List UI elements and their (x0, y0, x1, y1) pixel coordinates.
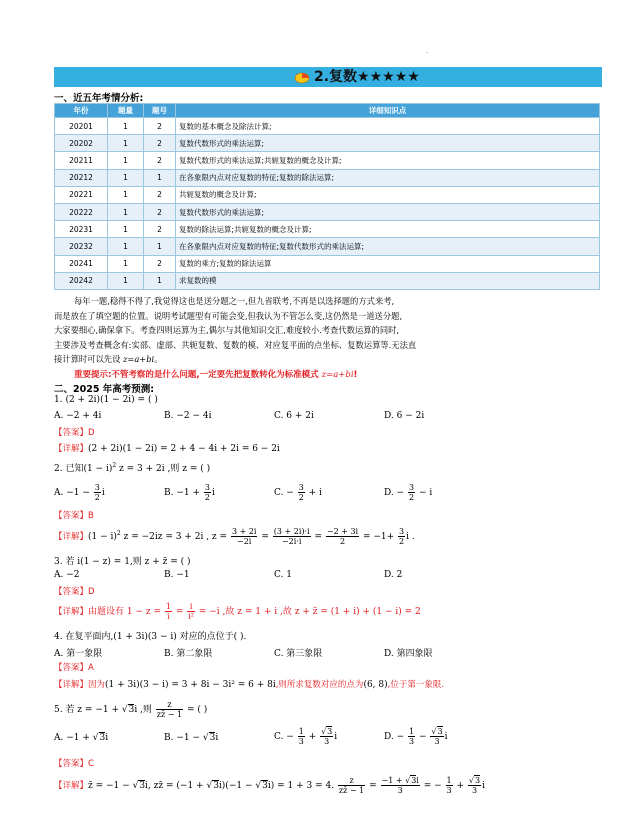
option-text: − (416, 732, 430, 742)
count-cell: 1 (108, 186, 144, 203)
detail-label: 【详解】 (54, 532, 89, 542)
option-text: + (305, 732, 320, 742)
number-cell: 2 (144, 135, 176, 152)
exam-table (54, 103, 600, 290)
count-cell: 1 (108, 238, 144, 255)
analysis-text: 接计算时可以先设 (54, 354, 124, 364)
frac-den: 3 (298, 737, 304, 746)
count-cell: 1 (108, 152, 144, 169)
option-text: B. −1 − (164, 733, 203, 743)
count-cell: 1 (108, 272, 144, 289)
detail-text: 因为 (88, 680, 106, 690)
frac-num: 1 (409, 727, 415, 736)
year-cell: 20211 (55, 152, 108, 169)
number-cell: 2 (144, 203, 176, 220)
option-text: i (334, 732, 338, 742)
option-text: − i (416, 488, 433, 498)
q3-option-d: D. 2 (384, 570, 403, 580)
sqrt-value: 3 (213, 781, 219, 791)
option-text: i (211, 488, 215, 498)
stem-text: i ,则 (134, 705, 155, 715)
column-header: 题量 (108, 104, 144, 118)
year-cell: 20212 (55, 169, 108, 186)
frac-num: 3 (399, 527, 405, 536)
stem-text: z = 3 + 2i ,则 z = ( ) (116, 464, 211, 474)
count-cell: 1 (108, 255, 144, 272)
detail-text: + (453, 781, 467, 791)
q1-answer (54, 426, 95, 438)
detail-text: (1 − i) (88, 532, 117, 542)
sqrt-value: 3 (262, 781, 268, 791)
question-2-stem (54, 461, 210, 474)
year-cell: 20221 (55, 186, 108, 203)
detail-formula: (1 + 3i)(3 − i) = 3 + 8i − 3i² = 6 + 8i (105, 680, 276, 690)
question-1-stem: 1. (2 + 2i)(1 − 2i) = ( ) (54, 395, 158, 405)
sqrt-value: 3 (128, 705, 135, 715)
detail-text: z = −2iz = 3 + 2i , z = (120, 532, 230, 542)
detail-text: = −1+ (360, 532, 398, 542)
option-text: i (215, 733, 219, 743)
topic-cell: 复数的乘方;复数的除法运算 (176, 255, 600, 272)
detail-text: i . (406, 532, 415, 542)
sqrt-value: 3 (209, 733, 216, 743)
number-cell: 1 (144, 238, 176, 255)
answer-value: D (88, 428, 95, 438)
column-header: 详细知识点 (176, 104, 600, 118)
frac-den: i (167, 612, 170, 621)
title-banner (54, 67, 602, 87)
option-text: C. − (274, 732, 297, 742)
option-text: + i (305, 488, 322, 498)
q3-option-c: C. 1 (274, 570, 293, 580)
frac-num: 3 (298, 483, 304, 492)
section-heading-prediction: 二、2025 年高考预测: (54, 384, 155, 395)
year-cell: 20241 (55, 255, 108, 272)
count-cell: 1 (108, 135, 144, 152)
frac-den: 3 (434, 737, 440, 746)
q1-option-c: C. 6 + 2i (274, 411, 314, 421)
detail-text: = − (420, 781, 445, 791)
option-text: i (444, 732, 448, 742)
frac-den: −2i (237, 537, 252, 546)
table-row (55, 152, 600, 169)
number-cell: 2 (144, 152, 176, 169)
detail-text: z̄ = −1 − (88, 781, 133, 791)
stem-text: 5. 若 z = −1 + (54, 705, 122, 715)
option-text: B. −1 + (164, 488, 203, 498)
analysis-text: 主要涉及考查概念有:实部、虚部、共轭复数、复数的模、对应复平面的点坐标、复数运算等.无法直 (54, 339, 417, 350)
sqrt-value: 3 (327, 727, 333, 736)
count-cell: 1 (108, 118, 144, 135)
option-text: D. − (384, 488, 408, 498)
frac-num: z (156, 700, 183, 710)
sqrt-value: 3 (437, 727, 443, 736)
answer-value: A (88, 663, 94, 673)
q4-option-b: B. 第二象限 (164, 649, 213, 659)
sqrt-value: 3 (99, 733, 106, 743)
detail-text: = (311, 532, 325, 542)
frac-den: 3 (446, 786, 452, 795)
page-title: 2.复数★★★★★ (314, 69, 420, 85)
q5-option-d: D. − $\frac{1}{3}$ − $\frac{√3}{3}$ i (384, 727, 448, 746)
frac-num: −2 + 3i (326, 527, 359, 536)
frac-den: 2 (94, 493, 100, 502)
topic-cell: 共轭复数的概念及计算; (176, 186, 600, 203)
topic-cell: 在各象限内点对应复数的特征;复数的除法运算; (176, 169, 600, 186)
section-heading-analysis: 一、近五年考情分析: (54, 93, 144, 104)
detail-text: = (366, 781, 380, 791)
sqrt-value: 3 (139, 781, 146, 791)
answer-label: 【答案】 (54, 587, 89, 597)
number-cell: 2 (144, 118, 176, 135)
answer-value: D (88, 587, 95, 597)
q5-option-b: B. −1 − √3i (164, 733, 219, 743)
detail-text: i, zz̄ = (−1 + (145, 781, 207, 791)
question-3-stem: 3. 若 i(1 − z) = 1,则 z + z̄ = ( ) (54, 557, 191, 567)
column-header: 年份 (55, 104, 108, 118)
q4-detail (54, 678, 444, 690)
hint-formula: z=a+bi (321, 370, 354, 380)
topic-cell: 复数代数形式的乘法运算; (176, 135, 600, 152)
frac-den: zz̄ − 1 (156, 710, 183, 719)
detail-text: = (172, 607, 187, 617)
q2-option-c (274, 483, 322, 502)
answer-label: 【答案】 (54, 759, 89, 769)
table-row (55, 238, 600, 255)
answer-value: C (88, 759, 94, 769)
q5-detail: 【详解】z̄ = −1 − √3i, zz̄ = (−1 + √3i)(−1 − √3i) = 1 + 3 = 4. $\frac{z}{zz̄ - 1}$ = $\frac{-1 + √3i}{3}$ = − $\frac{1}{3}$ + $\frac{√3}{3}$ i (54, 776, 485, 795)
frac-den: 3 (409, 737, 415, 746)
frac-num: 1 (446, 776, 452, 785)
question-4-stem: 4. 在复平面内,(1 + 3i)(3 − i) 对应的点位于( ). (54, 632, 247, 642)
option-text: A. −1 − (54, 488, 93, 498)
sqrt-value: 3 (411, 776, 417, 785)
detail-text: ,位于第一象限. (387, 680, 445, 690)
q2-option-a (54, 483, 105, 502)
q3-option-b: B. −1 (164, 570, 190, 580)
table-row (55, 118, 600, 135)
frac-den: zz̄ − 1 (338, 786, 365, 795)
frac-num: 3 (204, 483, 210, 492)
q4-option-a: A. 第一象限 (54, 649, 103, 659)
count-cell: 1 (108, 221, 144, 238)
frac-num: z (338, 776, 365, 786)
detail-label: 【详解】 (54, 607, 89, 617)
table-row (55, 221, 600, 238)
analysis-text: 大家要细心,确保拿下。考查四则运算为主,偶尔与其他知识交汇,难度较小.考查代数运算的同时, (54, 325, 400, 335)
topic-cell: 在各象限内点对应复数的特征;复数代数形式的乘法运算; (176, 238, 600, 255)
frac-den: 2 (399, 537, 405, 546)
frac-num: 1 (165, 602, 171, 611)
number-cell: 2 (144, 186, 176, 203)
frac-den: 2 (298, 493, 304, 502)
topic-cell: 求复数的模 (176, 272, 600, 289)
frac-den: 2 (409, 493, 415, 502)
question-5-stem: 5. 若 z = −1 + √3i ,则 $\frac{z}{zz̄ - 1}$ = ( ) (54, 700, 208, 719)
option-text: A. −1 + (54, 733, 93, 743)
frac-den: 3 (397, 786, 403, 795)
year-cell: 20231 (55, 221, 108, 238)
superscript: 2 (112, 462, 117, 469)
column-header: 题号 (144, 104, 176, 118)
frac-num: 3 (409, 483, 415, 492)
q3-option-a: A. −2 (54, 570, 80, 580)
table-row (55, 255, 600, 272)
detail-text: = (258, 532, 272, 542)
frac-num: i (416, 776, 419, 785)
detail-formula: (6, 8) (363, 680, 388, 690)
option-text: i (105, 733, 109, 743)
detail-text: 由题设有 1 − z = (88, 607, 164, 617)
important-hint (74, 368, 357, 380)
frac-den: i² (188, 612, 194, 621)
q1-option-d: D. 6 − 2i (384, 411, 425, 421)
answer-label: 【答案】 (54, 663, 89, 673)
q2-answer (54, 509, 94, 521)
frac-den: 2 (339, 537, 346, 546)
frac-num: i (187, 602, 195, 612)
year-cell: 20202 (55, 135, 108, 152)
analysis-text: 。 (154, 354, 163, 364)
stem-text: 2. 已知(1 − i) (54, 464, 113, 474)
year-cell: 20201 (55, 118, 108, 135)
analysis-text: 而是放在了填空题的位置。说明考试题型有可能会变,但我认为不管怎么变,这仍然是一道送分题, (54, 310, 403, 321)
detail-text: i) = 1 + 3 = 4. (267, 781, 337, 791)
frac-den: 3 (324, 737, 330, 746)
formula: z=a+bi (123, 354, 155, 364)
frac-num: (3 + 2i)·i (273, 527, 310, 536)
hint-text: 重要提示:不管考察的是什么问题,一定要先把复数转化为标准模式 (74, 370, 322, 380)
analysis-paragraph (54, 294, 602, 367)
frac-num: 1 (298, 727, 304, 736)
detail-label: 【详解】 (54, 680, 89, 690)
superscript: 2 (116, 530, 121, 537)
stem-text: = ( ) (184, 705, 208, 715)
pie-icon (294, 70, 310, 84)
topic-cell: 复数的除法运算;共轭复数的概念及计算; (176, 221, 600, 238)
frac-den: 3 (471, 786, 478, 795)
detail-text: i (482, 781, 485, 791)
q5-option-c: C. − $\frac{1}{3}$ + $\frac{√3}{3}$ i (274, 727, 338, 746)
detail-label: 【详解】 (54, 444, 89, 454)
q2-detail (54, 527, 415, 546)
number-cell: 2 (144, 221, 176, 238)
table-row (55, 272, 600, 289)
frac-den: −2i·i (281, 537, 302, 546)
q3-answer (54, 585, 95, 597)
analysis-text: 每年一题,稳得不得了,我觉得这也是送分题之一,但九省联考,不再是以选择题的方式来考, (74, 296, 395, 306)
option-text: D. − (384, 732, 408, 742)
count-cell: 1 (108, 203, 144, 220)
detail-text: (2 + 2i)(1 − 2i) = 2 + 4 − 4i + 2i = 6 − 2i (88, 444, 280, 454)
frac-den: 2 (204, 493, 210, 502)
q1-option-b: B. −2 − 4i (164, 411, 212, 421)
detail-label: 【详解】 (54, 781, 89, 791)
topic-cell: 复数的基本概念及除法计算; (176, 118, 600, 135)
answer-label: 【答案】 (54, 428, 89, 438)
q1-detail (54, 442, 280, 454)
option-text: i (101, 488, 105, 498)
q5-option-a: A. −1 + √3i (54, 733, 109, 743)
topic-cell: 复数代数形式的乘法运算; (176, 203, 600, 220)
answer-label: 【答案】 (54, 511, 89, 521)
number-cell: 2 (144, 255, 176, 272)
page-mark: . (426, 46, 429, 55)
year-cell: 20222 (55, 203, 108, 220)
option-text: C. − (274, 488, 297, 498)
q2-option-d (384, 483, 432, 502)
q1-option-a: A. −2 + 4i (54, 411, 102, 421)
frac-num: 3 (94, 483, 100, 492)
q4-option-c: C. 第三象限 (274, 649, 323, 659)
number-cell: 1 (144, 272, 176, 289)
q3-detail (54, 602, 421, 621)
topic-cell: 复数代数形式的乘法运算;共轭复数的概念及计算; (176, 152, 600, 169)
q2-option-b (164, 483, 215, 502)
table-row (55, 203, 600, 220)
year-cell: 20232 (55, 238, 108, 255)
detail-text: ,则所求复数对应的点为 (275, 680, 364, 690)
table-header-row (55, 104, 600, 118)
table-row (55, 169, 600, 186)
number-cell: 1 (144, 169, 176, 186)
hint-end: ! (353, 370, 358, 380)
detail-text: = −i ,故 z = 1 + i ,故 z + z̄ = (1 + i) + (1 − i) = 2 (196, 607, 421, 617)
year-cell: 20242 (55, 272, 108, 289)
table-row (55, 135, 600, 152)
table-row (55, 186, 600, 203)
frac-num: 3 + 2i (231, 527, 257, 536)
count-cell: 1 (108, 169, 144, 186)
q4-answer (54, 661, 94, 673)
q4-option-d: D. 第四象限 (384, 649, 433, 659)
sqrt-value: 3 (475, 776, 481, 785)
detail-text: i)(−1 − (218, 781, 256, 791)
frac-num: −1 + (381, 776, 406, 785)
answer-value: B (88, 511, 94, 521)
q5-answer (54, 757, 94, 769)
